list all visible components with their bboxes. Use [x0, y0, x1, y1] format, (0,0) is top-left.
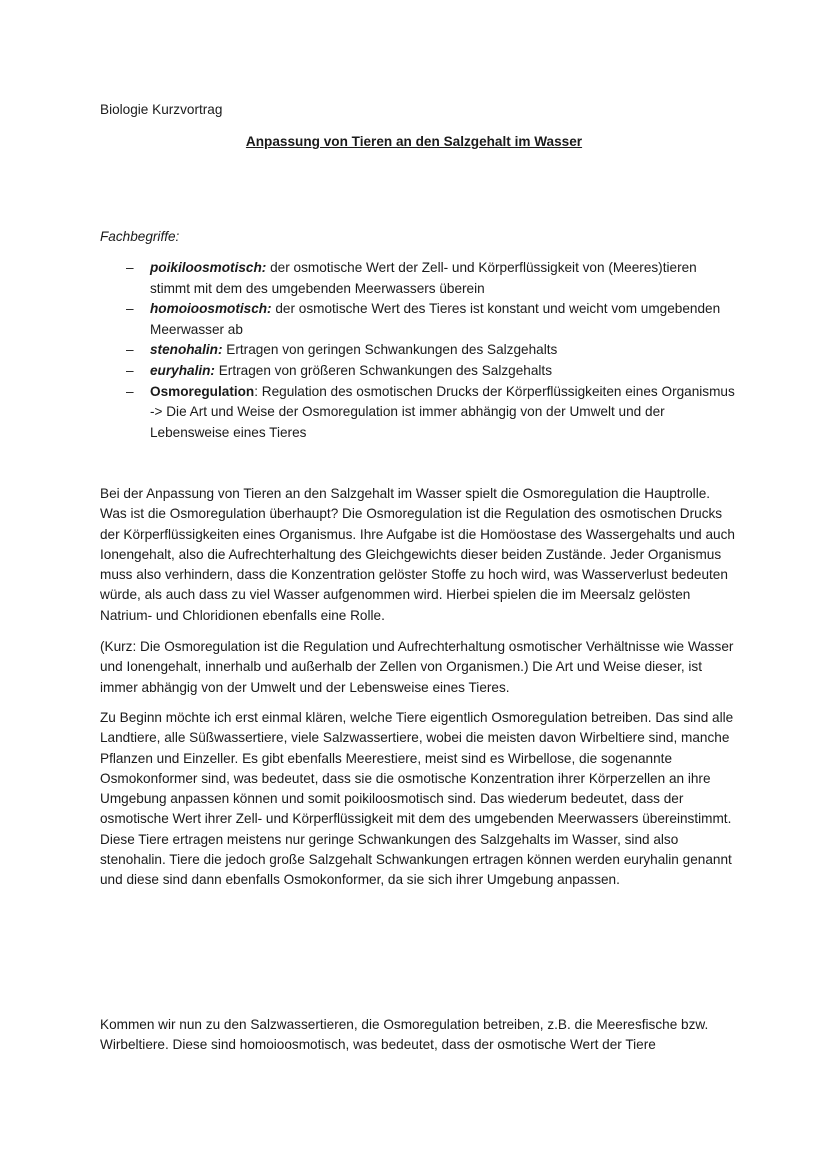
- term-definition: der osmotische Wert der Zell- und Körperflüssigkeit von (Meeres)tieren stimmt mit dem des umgebenden Meerwassers überein: [150, 260, 697, 296]
- term-definition: der osmotische Wert des Tieres ist konstant und weicht vom umgebenden Meerwasser ab: [150, 301, 721, 337]
- term-word: stenohalin:: [150, 342, 223, 358]
- list-dash: –: [126, 260, 134, 275]
- term-word: euryhalin:: [150, 362, 215, 378]
- document-label: Biologie Kurzvortrag: [100, 102, 223, 117]
- term-item-euryhalin: [100, 361, 740, 382]
- list-dash: –: [126, 362, 134, 378]
- term-word: homoioosmotisch:: [150, 301, 272, 317]
- body-paragraph-3: Zu Beginn möchte ich erst einmal klären, welche Tiere eigentlich Osmoregulation betreiben. Das sind alle Landtiere, alle Süßwassertiere, viele Salzwassertiere, wobei die meisten davon Wirbeltiere sind, manche Pflanzen und Einzeller. Es gibt ebenfalls Meerestiere, meist sind es Wirbellose, die sogenannte Osmokonformer sind, was bedeutet, dass sie die osmotische Konzentration ihrer Körperzellen an ihre Umgebung anpassen können und somit poikiloosmotisch sind. Das wiederum bedeutet, dass der osmotische Wert ihrer Zell- und Körperflüssigkeit mit dem des umgebenden Meerwassers übereinstimmt. Diese Tiere ertragen meistens nur geringe Schwankungen des Salzgehalts im Wasser, sind also stenohalin. Tiere die jedoch große Salzgehalt Schwankungen ertragen können werden euryhalin genannt und diese sind dann ebenfalls Osmokonformer, da sie sich ihrer Umgebung anpassen.: [100, 710, 734, 888]
- term-word: poikiloosmotisch: [150, 260, 262, 275]
- terms-heading: Fachbegriffe:: [100, 229, 180, 244]
- body-paragraph-4: Kommen wir nun zu den Salzwassertieren, die Osmoregulation betreiben, z.B. die Meeresfische bzw. Wirbeltiere. Diese sind homoioosmotisch, was bedeutet, dass der osmotische Wert der Tiere: [100, 1017, 709, 1053]
- term-item-homoioosmotisch: [100, 299, 740, 340]
- term-definition: : Regulation des osmotischen Drucks der Körperflüssigkeiten eines Organismus -> Die Art und Weise der Osmoregulation ist immer abhängig von der Umwelt und der Lebensweise eines Tieres: [150, 383, 735, 440]
- term-definition: Ertragen von geringen Schwankungen des Salzgehalts: [222, 342, 558, 358]
- list-dash: –: [126, 342, 134, 358]
- term-item-stenohalin: [100, 340, 740, 361]
- body-paragraph-1: Bei der Anpassung von Tieren an den Salzgehalt im Wasser spielt die Osmoregulation die Hauptrolle. Was ist die Osmoregulation überhaupt? Die Osmoregulation ist die Regulation des osmotischen Drucks der Körperflüssigkeiten eines Organismus. Ihre Aufgabe ist die Homöostase des Wassergehalts und auch Ionengehalt, also die Aufrechterhaltung des Gleichgewichts dieser beiden Zustände. Jeder Organismus muss also verhindern, dass die Konzentration gelöster Stoffe zu hoch wird, was Wasserverlust bedeuten würde, als auch dass zu viel Wasser aufgenommen wird. Hierbei spielen die im Meersalz gelösten Natrium- und Chloridionen ebenfalls eine Rolle.: [100, 486, 735, 623]
- term-item-osmoregulation: [100, 382, 740, 444]
- term-separator: :: [261, 260, 267, 275]
- term-item-poikiloosmotisch: [100, 258, 740, 299]
- document-title: Anpassung von Tieren an den Salzgehalt im Wasser: [245, 134, 583, 149]
- list-dash: –: [126, 301, 134, 317]
- body-paragraph-2: (Kurz: Die Osmoregulation ist die Regulation und Aufrechterhaltung osmotischer Verhältnisse wie Wasser und Ionengehalt, innerhalb und außerhalb der Zellen von Organismen.) Die Art und Weise dieser, ist immer abhängig von der Umwelt und der Lebensweise eines Tieres.: [100, 639, 734, 695]
- list-dash: –: [126, 383, 134, 399]
- terms-list: [100, 258, 740, 443]
- term-definition: Ertragen von größeren Schwankungen des Salzgehalts: [214, 362, 552, 378]
- term-word: Osmoregulation: [150, 383, 255, 399]
